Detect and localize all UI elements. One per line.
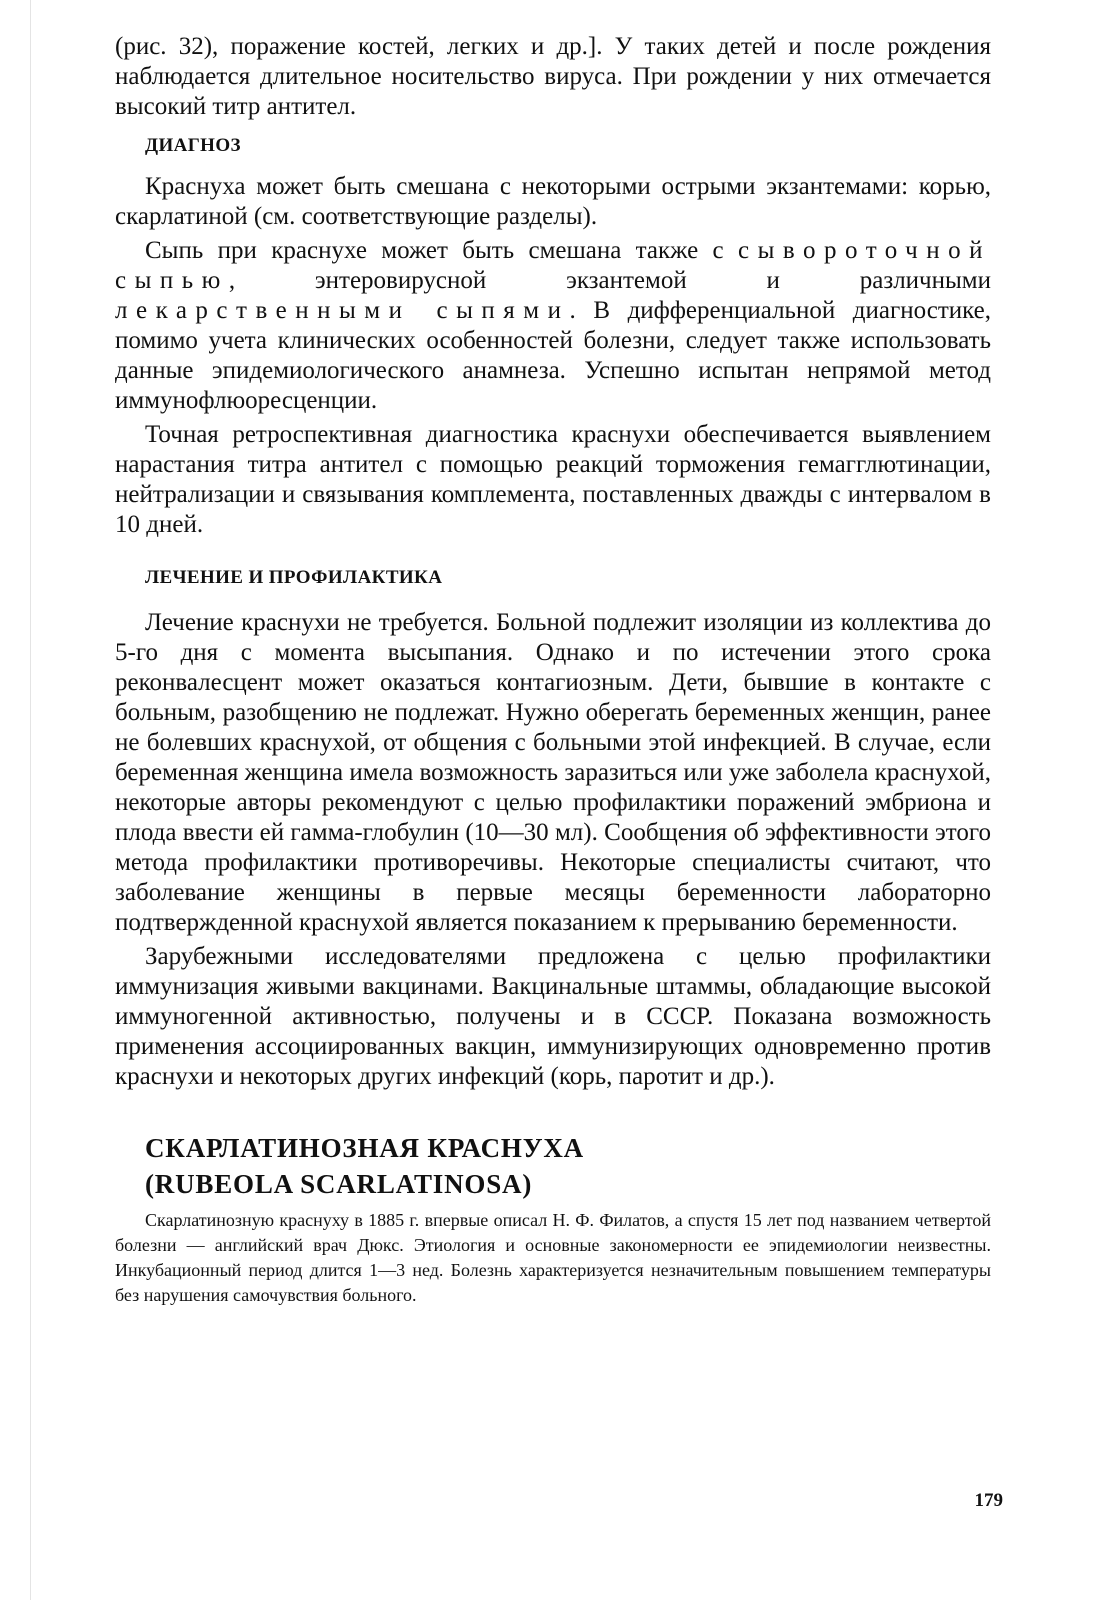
treatment-heading: ЛЕЧЕНИЕ И ПРОФИЛАКТИКА bbox=[145, 567, 443, 588]
diagnosis-heading: ДИАГНОЗ bbox=[145, 135, 241, 156]
drug-rash-term: лекарственными сыпями bbox=[115, 297, 570, 324]
page-content bbox=[115, 32, 991, 1308]
diagnosis-p2-text-e: . В дифференциальной диагностике, помимо учета клинических особенностей болезни, следует также использовать данные эпидемиологического анамнеза. Успешно испытан непрямой метод иммунофлюоресценции. bbox=[115, 297, 992, 414]
treatment-paragraph-2: Зарубежными исследователями предложена с целью профилактики иммунизация живыми вакцинами. Вакцинальные штаммы, обладающие высокой иммуногенной активностью, получены и в СССР. Показана возможность применения ассоциированных вакцин, иммунизирующих одновременно против краснухи и некоторых других инфекций (корь, паротит и др.). bbox=[115, 943, 991, 1090]
diagnosis-paragraph-1: Краснуха может быть смешана с некоторыми острыми экзантемами: корью, скарлатиной (см. соответствующие разделы). bbox=[115, 173, 991, 230]
diagnosis-p2-text-a: Сыпь при краснухе может быть смешана также с bbox=[145, 237, 739, 264]
section-title-line-1: СКАРЛАТИНОЗНАЯ КРАСНУХА bbox=[145, 1133, 584, 1163]
section-intro-paragraph: Скарлатинозную краснуху в 1885 г. впервые описал Н. Ф. Филатов, а спустя 15 лет под названием четвертой болезни — английский врач Дюкс. Этиология и основные закономерности ее эпидемиологии неизвестны. Инкубационный период длится 1—3 нед. Болезнь характеризуется незначительным повышением температуры без нарушения самочувствия больного. bbox=[115, 1210, 991, 1305]
diagnosis-paragraph-3: Точная ретроспективная диагностика краснухи обеспечивается выявлением нарастания титра антител с помощью реакций торможения гемагглютинации, нейтрализации и связывания комплемента, поставленных дважды с интервалом в 10 дней. bbox=[115, 421, 991, 538]
treatment-paragraph-1: Лечение краснухи не требуется. Больной подлежит изоляции из коллектива до 5-го дня с момента высыпания. Однако и по истечении этого срока реконвалесцент может оказаться контагиозным. Дети, бывшие в контакте с больным, разобщению не подлежат. Нужно оберегать беременных женщин, ранее не болевших краснухой, от общения с больными этой инфекцией. В случае, если беременная женщина имела возможность заразиться или уже заболела краснухой, некоторые авторы рекомендуют с целью профилактики поражений эмбриона и плода ввести ей гамма-глобулин (10—30 мл). Сообщения об эффективности этого метода профилактики противоречивы. Некоторые специалисты считают, что заболевание женщины в первые месяцы беременности лабораторно подтвержденной краснухой является показанием к прерыванию беременности. bbox=[115, 609, 991, 936]
diagnosis-p2-text-c: , энтеровирусной экзантемой и различными bbox=[228, 267, 991, 294]
continuation-paragraph: (рис. 32), поражение костей, легких и др.]. У таких детей и после рождения наблюдается длительное носительство вируса. При рождении у них отмечается высокий титр антител. bbox=[115, 33, 991, 120]
section-title-line-2: (RUBEOLA SCARLATINOSA) bbox=[145, 1169, 533, 1199]
serum-rash-term: сывороточной сыпью bbox=[115, 237, 991, 294]
section-title bbox=[145, 1130, 991, 1202]
book-page bbox=[30, 0, 1105, 1600]
page-number: 179 bbox=[974, 1490, 1003, 1511]
diagnosis-paragraph-2 bbox=[115, 236, 991, 416]
